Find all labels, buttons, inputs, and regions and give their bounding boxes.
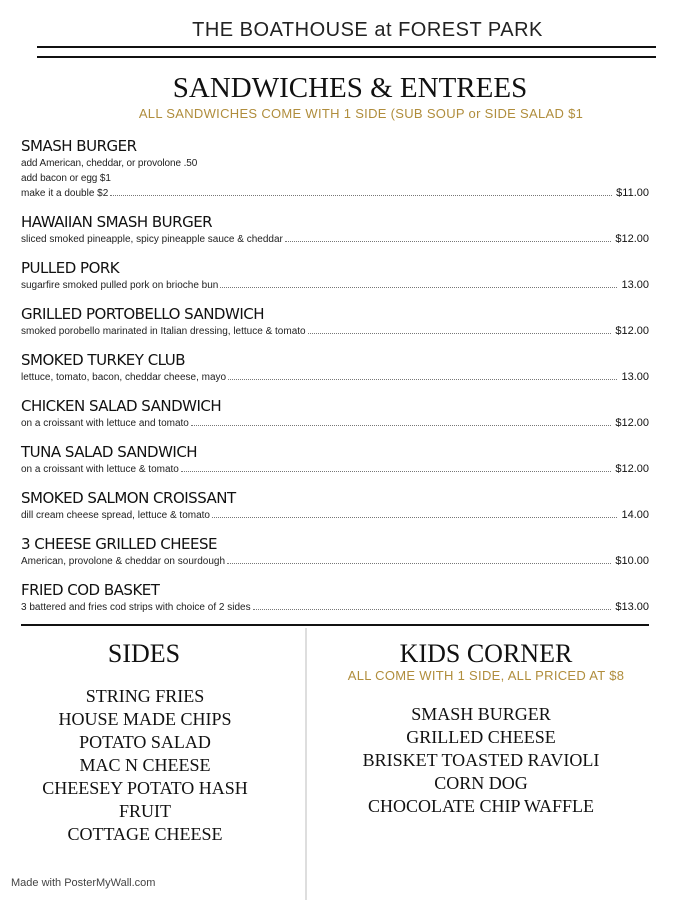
menu-item-description: on a croissant with lettuce and tomato [21, 418, 189, 429]
side-item: POTATO SALAD [79, 732, 211, 752]
menu-item [21, 580, 649, 615]
menu-item-price: 13.00 [621, 279, 649, 291]
header-rule-top [37, 46, 656, 48]
side-item: STRING FRIES [85, 686, 205, 706]
header-rule-bottom [37, 56, 656, 58]
menu-item-name: PULLED PORK [21, 259, 120, 277]
menu-item-price: $12.00 [615, 463, 649, 475]
kids-item: BRISKET TOASTED RAVIOLI [362, 750, 600, 770]
menu-items-list [21, 136, 649, 626]
menu-item-description: sugarfire smoked pulled pork on brioche bun [21, 280, 219, 291]
menu-item-price-line [21, 186, 649, 201]
menu-item [21, 488, 649, 523]
menu-item [21, 350, 649, 385]
menu-item-price: $13.00 [615, 601, 649, 613]
kids-list [316, 703, 646, 818]
sides-title: SIDES [107, 639, 181, 668]
dot-leader [212, 517, 617, 518]
section-subtitle: ALL SANDWICHES COME WITH 1 SIDE (SUB SOUP or SIDE SALAD $1 [138, 106, 584, 121]
kids-item: CORN DOG [434, 773, 528, 793]
kids-item: CHOCOLATE CHIP WAFFLE [367, 796, 595, 816]
menu-item-name: CHICKEN SALAD SANDWICH [21, 397, 222, 415]
menu-item-name: FRIED COD BASKET [21, 581, 160, 599]
menu-item [21, 258, 649, 293]
menu-item [21, 534, 649, 569]
menu-item-price: $11.00 [616, 187, 649, 199]
menu-item-price-line [21, 232, 649, 247]
section-divider [21, 624, 649, 626]
menu-item-price: 13.00 [621, 371, 649, 383]
menu-item-description: make it a double $2 [21, 188, 109, 199]
dot-leader [191, 425, 611, 426]
menu-item [21, 136, 649, 201]
side-item: HOUSE MADE CHIPS [58, 709, 232, 729]
menu-item [21, 304, 649, 339]
menu-item-name: HAWAIIAN SMASH BURGER [21, 213, 213, 231]
kids-title: KIDS CORNER [399, 639, 573, 668]
menu-item-name: GRILLED PORTOBELLO SANDWICH [21, 305, 264, 323]
kids-item: GRILLED CHEESE [406, 727, 556, 747]
dot-leader [308, 333, 612, 334]
column-divider [305, 628, 307, 900]
dot-leader [220, 287, 617, 288]
menu-item-price-line [21, 278, 649, 293]
menu-item-price: $12.00 [615, 233, 649, 245]
menu-item-description: sliced smoked pineapple, spicy pineapple sauce & cheddar [21, 234, 283, 245]
dot-leader [285, 241, 612, 242]
sides-list [0, 685, 290, 846]
dot-leader [253, 609, 612, 610]
menu-item-price-line [21, 370, 649, 385]
menu-item-description: dill cream cheese spread, lettuce & tomato [21, 510, 210, 521]
kids-subtitle: ALL COME WITH 1 SIDE, ALL PRICED AT $8 [347, 668, 625, 683]
kids-item: SMASH BURGER [411, 704, 551, 724]
dot-leader [110, 195, 612, 196]
menu-item [21, 442, 649, 477]
menu-item-price: $12.00 [615, 417, 649, 429]
menu-item-price-line [21, 462, 649, 477]
menu-item-description: add bacon or egg $1 [21, 173, 111, 184]
menu-item [21, 212, 649, 247]
menu-item-description: smoked porobello marinated in Italian dressing, lettuce & tomato [21, 326, 306, 337]
menu-item-price-line [21, 554, 649, 569]
menu-item-name: 3 CHEESE GRILLED CHEESE [21, 535, 217, 553]
menu-item-price: 14.00 [621, 509, 649, 521]
menu-item-description: American, provolone & cheddar on sourdough [21, 556, 226, 567]
menu-item-name: TUNA SALAD SANDWICH [21, 443, 198, 461]
menu-item-price-line [21, 324, 649, 339]
menu-item-price: $10.00 [615, 555, 649, 567]
menu-item-price-line [21, 416, 649, 431]
section-title: SANDWICHES & ENTREES [172, 72, 528, 104]
menu-item [21, 396, 649, 431]
menu-item-description: add American, cheddar, or provolone .50 [21, 158, 198, 169]
menu-item-description: on a croissant with lettuce & tomato [21, 464, 179, 475]
side-item: CHEESEY POTATO HASH [42, 778, 248, 798]
menu-item-price: $12.00 [615, 325, 649, 337]
menu-item-name: SMOKED SALMON CROISSANT [21, 489, 236, 507]
side-item: COTTAGE CHEESE [67, 824, 223, 844]
side-item: FRUIT [118, 801, 171, 821]
side-item: MAC N CHEESE [79, 755, 211, 775]
menu-item-description: lettuce, tomato, bacon, cheddar cheese, mayo [21, 372, 227, 383]
dot-leader [227, 563, 611, 564]
menu-item-description: 3 battered and fries cod strips with choice of 2 sides [21, 602, 251, 613]
menu-item-price-line [21, 600, 649, 615]
menu-item-name: SMOKED TURKEY CLUB [21, 351, 186, 369]
menu-item-name: SMASH BURGER [21, 137, 137, 155]
dot-leader [181, 471, 611, 472]
header-title: THE BOATHOUSE at FOREST PARK [192, 19, 543, 41]
menu-item-price-line [21, 508, 649, 523]
footer-credit: Made with PosterMyWall.com [11, 877, 156, 889]
dot-leader [228, 379, 617, 380]
